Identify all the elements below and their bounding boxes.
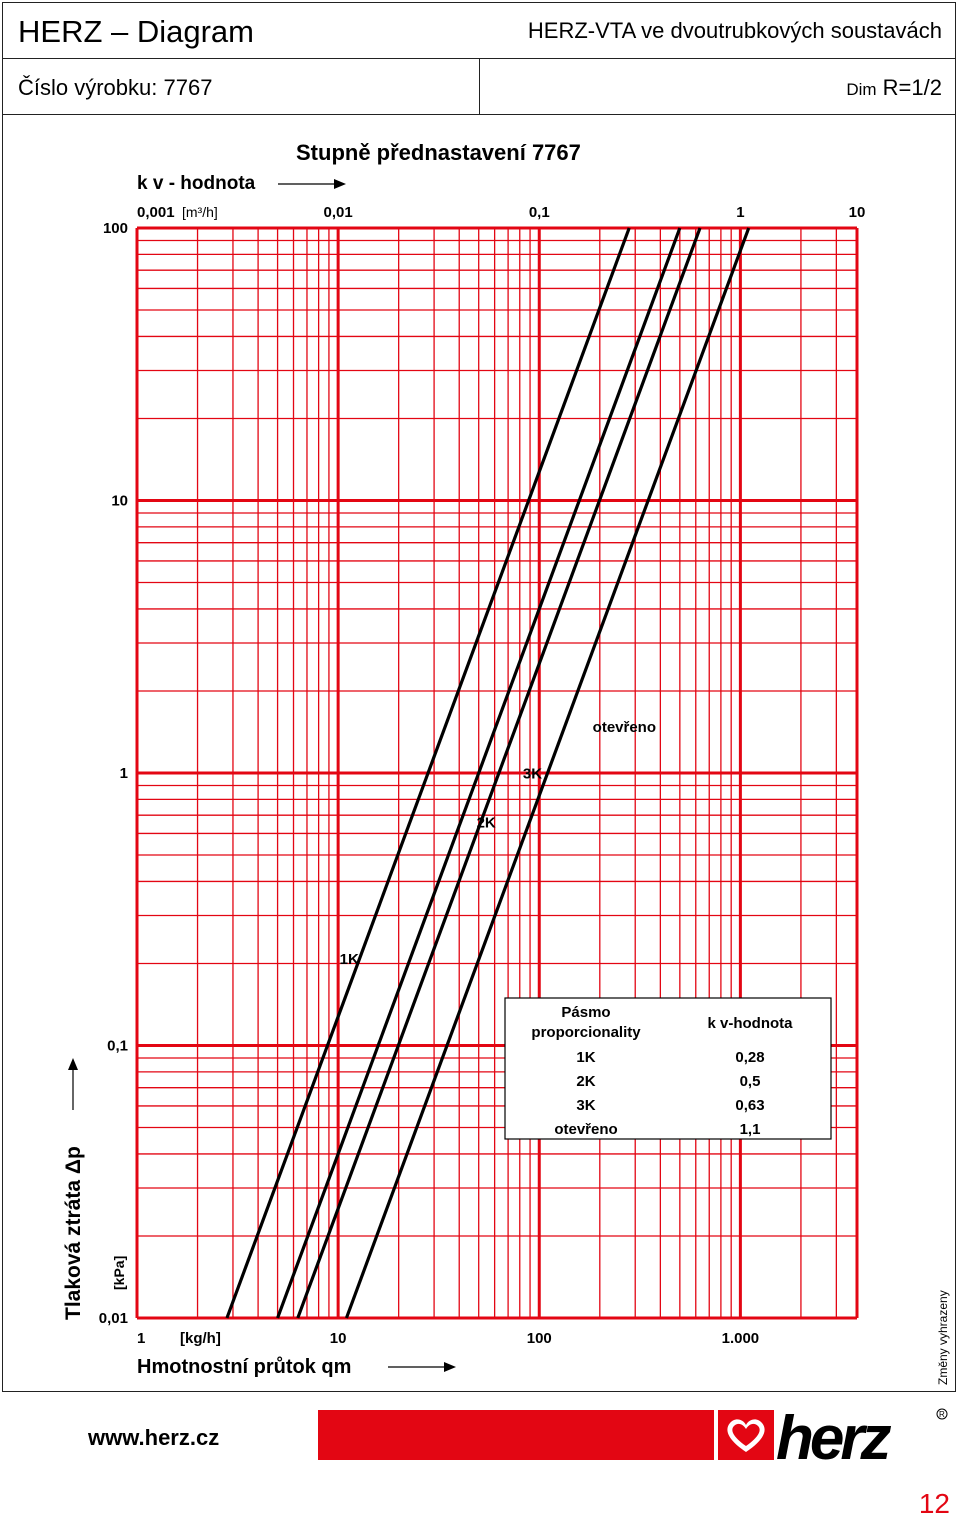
x-arrow: [388, 1362, 456, 1372]
table-header-pasmo: Pásmo: [561, 1004, 611, 1021]
changes-reserved-note: Změny vyhrazeny: [936, 1290, 950, 1385]
kv-table: [505, 998, 831, 1139]
kv-tick-label: 1: [736, 204, 745, 221]
table-cell-kv: 0,63: [735, 1097, 765, 1114]
table-cell-setting: 2K: [576, 1073, 596, 1090]
page-number: 12: [918, 1488, 950, 1519]
table-cell-setting: 1K: [576, 1049, 596, 1066]
kv-tick-label: 10: [848, 204, 866, 221]
kv-tick-label: 0,001: [137, 204, 175, 221]
table-cell-kv: 0,5: [739, 1073, 761, 1090]
chart-ticks: [99, 204, 866, 1347]
series-label: 1K: [339, 950, 359, 968]
table-cell-setting: otevřeno: [554, 1121, 618, 1138]
x-tick-label: 10: [329, 1330, 347, 1347]
brand-bar: [318, 1410, 714, 1460]
table-header-kv: k v-hodnota: [707, 1015, 793, 1032]
series-label: 2K: [476, 814, 496, 832]
x-axis-label: Hmotnostní průtok qm: [137, 1356, 352, 1378]
y-tick-label: 100: [102, 220, 128, 237]
x-tick-label: 100: [526, 1330, 552, 1347]
kv-tick-label: 0,01: [323, 204, 353, 221]
svg-text:R: R: [939, 1410, 945, 1419]
table-header-proporcionality: proporcionality: [531, 1024, 641, 1041]
series-label: otevřeno: [592, 719, 657, 737]
kv-unit: [m³/h]: [182, 204, 218, 220]
x-tick-label: 1.000: [721, 1330, 760, 1347]
page-title: HERZ – Diagram: [18, 14, 254, 49]
y-tick-label: 0,1: [107, 1037, 128, 1055]
page-subtitle: HERZ-VTA ve dvoutrubkových soustavách: [527, 18, 942, 43]
logo-wordmark: herz: [776, 1406, 888, 1464]
y-tick-label: 1: [119, 765, 128, 782]
series-label: 3K: [522, 765, 543, 783]
table-cell-kv: 0,28: [735, 1049, 765, 1066]
y-unit: [kPa]: [111, 1255, 127, 1290]
chart-title: Stupně přednastavení 7767: [296, 140, 581, 165]
kv-tick-label: 0,1: [528, 204, 550, 221]
x-tick-label: 1: [137, 1330, 146, 1347]
y-axis-label: Tlaková ztráta Δp: [62, 1146, 85, 1320]
dim-label: Dim: [846, 80, 877, 99]
table-cell-setting: 3K: [576, 1097, 596, 1114]
kv-arrow: [278, 179, 346, 189]
y-arrow: [68, 1058, 78, 1110]
website-url[interactable]: www.herz.cz: [88, 1425, 220, 1450]
table-cell-kv: 1,1: [739, 1121, 761, 1138]
x-unit: [kg/h]: [180, 1330, 221, 1347]
y-tick-label: 0,01: [98, 1310, 128, 1327]
kv-axis-label: k v - hodnota: [137, 173, 256, 194]
product-number: Číslo výrobku: 7767: [18, 75, 213, 100]
dim-value: R=1/2: [882, 75, 942, 100]
chart-grid: [137, 228, 857, 1318]
herz-logo: [718, 1406, 948, 1464]
y-tick-label: 10: [111, 492, 128, 510]
